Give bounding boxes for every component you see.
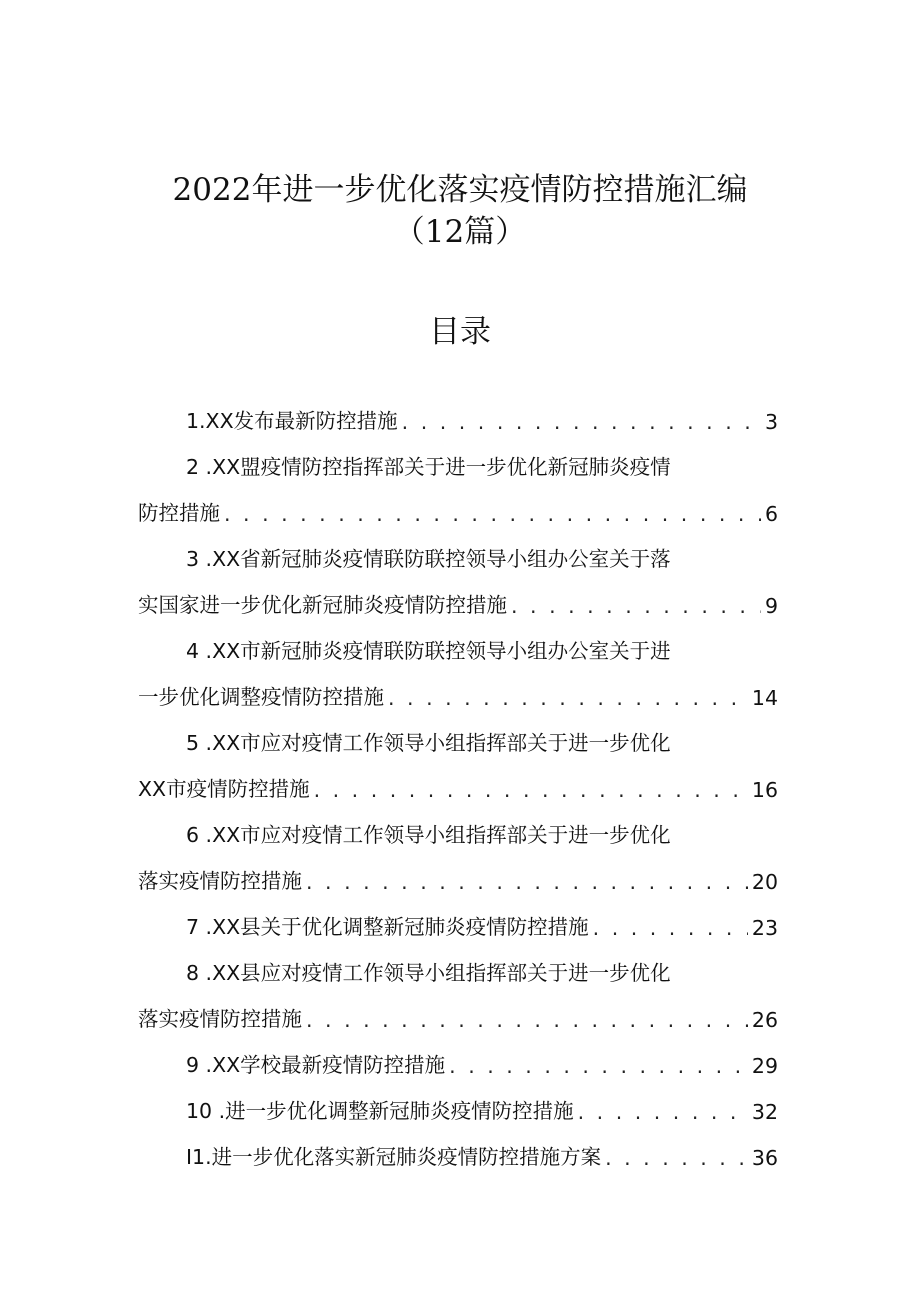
toc-leader-dots <box>449 1054 748 1078</box>
toc-leader-dots <box>224 502 761 526</box>
toc-entry-5[interactable] <box>138 726 778 756</box>
toc-entry-3-cont[interactable] <box>138 588 778 618</box>
toc-page-number: 26 <box>751 1008 778 1032</box>
toc-entry-title-cont: 落实疫情防控措施 <box>138 1007 302 1031</box>
toc-leader-dots <box>593 916 748 940</box>
toc-entry-title: 4 .XX市新冠肺炎疫情联防联控领导小组办公室关于进 <box>186 639 671 663</box>
toc-entry-title: 9 .XX学校最新疫情防控措施 <box>186 1053 446 1077</box>
toc-leader-dots <box>306 1008 748 1032</box>
toc-page-number: 3 <box>764 410 778 434</box>
toc-leader-dots <box>314 778 748 802</box>
toc-page-number: 16 <box>751 778 778 802</box>
toc-entry-title: 1.XX发布最新防控措施 <box>186 409 398 433</box>
toc-leader-dots <box>578 1100 748 1124</box>
toc-entry-title: 7 .XX县关于优化调整新冠肺炎疫情防控措施 <box>186 915 589 939</box>
toc-entry-title: 3 .XX省新冠肺炎疫情联防联控领导小组办公室关于落 <box>186 547 671 571</box>
toc-page-number: 6 <box>764 502 778 526</box>
toc-page-number: 14 <box>751 686 778 710</box>
toc-entry-title: 2 .XX盟疫情防控指挥部关于进一步优化新冠肺炎疫情 <box>186 455 671 479</box>
toc-heading: 目录 <box>429 314 491 350</box>
toc-page-number: 9 <box>764 594 778 618</box>
toc-entry-title-cont: 落实疫情防控措施 <box>138 869 302 893</box>
toc-entry-1[interactable] <box>138 404 778 434</box>
toc-entry-title: I1.进一步优化落实新冠肺炎疫情防控措施方案 <box>186 1145 602 1169</box>
toc-entry-6[interactable] <box>138 818 778 848</box>
toc-leader-dots <box>511 594 761 618</box>
toc-page-number: 29 <box>751 1054 778 1078</box>
toc-entry-9[interactable] <box>138 1048 778 1078</box>
toc-page-number: 36 <box>751 1146 778 1170</box>
document-title: 2022年进一步优化落实疫情防控措施汇编 <box>172 172 748 208</box>
toc-entry-3[interactable] <box>138 542 778 572</box>
toc-entry-4-cont[interactable] <box>138 680 778 710</box>
toc-entry-2-cont[interactable] <box>138 496 778 526</box>
toc-page-number: 20 <box>751 870 778 894</box>
toc-entry-5-cont[interactable] <box>138 772 778 802</box>
toc-entry-11[interactable] <box>138 1140 778 1170</box>
toc-page-number: 32 <box>751 1100 778 1124</box>
toc-entry-2[interactable] <box>138 450 778 480</box>
toc-entry-8[interactable] <box>138 956 778 986</box>
document-subtitle: （12篇） <box>393 214 527 250</box>
toc-entry-title-cont: 实国家进一步优化新冠肺炎疫情防控措施 <box>138 593 507 617</box>
toc-entry-title-cont: 防控措施 <box>138 501 220 525</box>
toc-entry-title: 6 .XX市应对疫情工作领导小组指挥部关于进一步优化 <box>186 823 671 847</box>
toc-entry-10[interactable] <box>138 1094 778 1124</box>
toc-entry-title-cont: 一步优化调整疫情防控措施 <box>138 685 384 709</box>
toc-entry-7[interactable] <box>138 910 778 940</box>
toc-leader-dots <box>605 1146 748 1170</box>
toc-leader-dots <box>402 410 761 434</box>
toc-entry-title-cont: XX市疫情防控措施 <box>138 777 310 801</box>
toc-page-number: 23 <box>751 916 778 940</box>
toc-leader-dots <box>306 870 748 894</box>
toc-entry-title: 5 .XX市应对疫情工作领导小组指挥部关于进一步优化 <box>186 731 671 755</box>
toc-entry-title: 10 .进一步优化调整新冠肺炎疫情防控措施 <box>186 1099 574 1123</box>
toc-entry-6-cont[interactable] <box>138 864 778 894</box>
toc-entry-title: 8 .XX县应对疫情工作领导小组指挥部关于进一步优化 <box>186 961 671 985</box>
toc-entry-4[interactable] <box>138 634 778 664</box>
toc-leader-dots <box>388 686 748 710</box>
toc-entry-8-cont[interactable] <box>138 1002 778 1032</box>
